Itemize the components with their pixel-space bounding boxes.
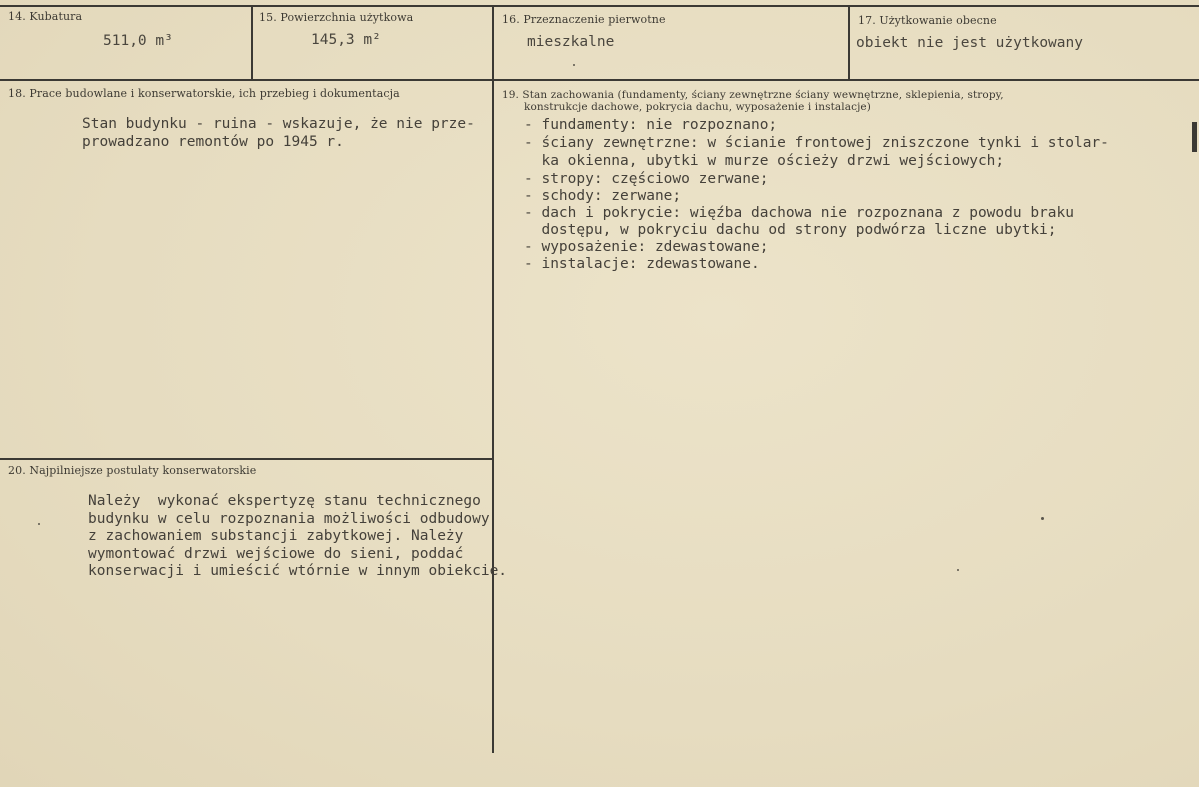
field-20-label: 20. Najpilniejsze postulaty konserwatorskie (8, 464, 257, 477)
field-19-label-line: 19. Stan zachowania (fundamenty, ściany zewnętrzne ściany wewnętrzne, sklepienia, stropy, (502, 89, 1004, 101)
field-14-label: 14. Kubatura (8, 10, 83, 23)
field-19-line: - fundamenty: nie rozpoznano; (524, 117, 778, 133)
field-19-line: - instalacje: zdewastowane. (524, 256, 760, 272)
field-15-value: 145,3 m² (311, 32, 381, 48)
field-18-line: prowadzano remontów po 1945 r. (82, 134, 344, 150)
col-divider-main (492, 5, 494, 753)
paper-speck (1041, 517, 1044, 520)
top-border (0, 5, 1199, 7)
field-20-line: Należy wykonać ekspertyzę stanu technicznego (88, 493, 481, 509)
field-20-line: wymontować drzwi wejściowe do sieni, poddać (88, 546, 464, 562)
col-divider-16-17 (848, 5, 850, 80)
field-19-line: - ściany zewnętrzne: w ścianie frontowej zniszczone tynki i stolar- (524, 135, 1109, 151)
field-18-label: 18. Prace budowlane i konserwatorskie, ich przebieg i dokumentacja (8, 87, 400, 100)
field-17-value: obiekt nie jest użytkowany (856, 35, 1083, 51)
card-edge-tab (1192, 122, 1197, 152)
field-19-line: - wyposażenie: zdewastowane; (524, 239, 769, 255)
field-20-line: budynku w celu rozpoznania możliwości odbudowy (88, 511, 490, 527)
field-16-value: mieszkalne (527, 34, 615, 50)
paper-speck (38, 523, 40, 525)
field-19-line: - stropy: częściowo zerwane; (524, 171, 769, 187)
field-19-label-line: konstrukcje dachowe, pokrycia dachu, wyposażenie i instalacje) (524, 101, 871, 113)
field-19-line: ka okienna, ubytki w murze ościeży drzwi wejściowych; (524, 153, 1005, 169)
field-19-line: dostępu, w pokryciu dachu od strony podwórza liczne ubytki; (524, 222, 1057, 238)
field-15-label: 15. Powierzchnia użytkowa (259, 11, 414, 24)
field-18-line: Stan budynku - ruina - wskazuje, że nie prze- (82, 116, 475, 132)
section-divider-18-20 (0, 458, 494, 460)
field-19-line: - schody: zerwane; (524, 188, 682, 204)
col-divider-14-15 (251, 5, 253, 80)
field-17-label: 17. Użytkowanie obecne (858, 14, 997, 27)
row1-bottom-border (0, 79, 1199, 81)
field-16-label: 16. Przeznaczenie pierwotne (502, 13, 666, 26)
field-20-line: z zachowaniem substancji zabytkowej. Należy (88, 528, 464, 544)
field-20-line: konserwacji i umieścić wtórnie w innym obiekcie. (88, 563, 508, 579)
field-19-line: - dach i pokrycie: więźba dachowa nie rozpoznana z powodu braku (524, 205, 1074, 221)
paper-speck (957, 569, 959, 571)
field-14-value: 511,0 m³ (103, 33, 173, 49)
paper-speck (573, 64, 575, 66)
